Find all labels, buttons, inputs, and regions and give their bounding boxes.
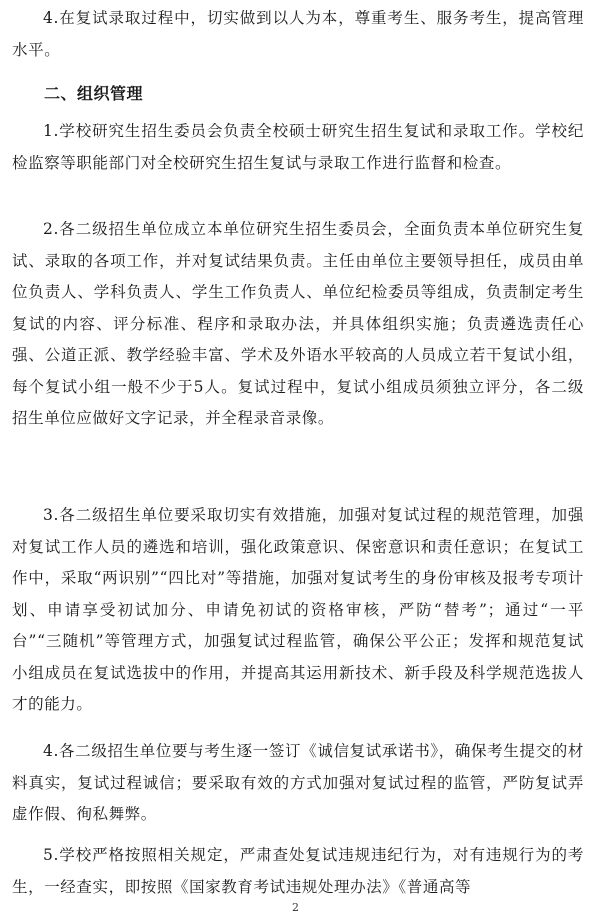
paragraph-item-1: 1.学校研究生招生委员会负责全校硕士研究生招生复试和录取工作。学校纪检监察等职能部门对全校研究生招生复试与录取工作进行监督和检查。 xyxy=(12,122,584,172)
paragraph-quality-principle: 4.在复试录取过程中，切实做到以人为本，尊重考生、服务考生，提高管理水平。 xyxy=(12,9,584,59)
paragraph-item-2: 2.各二级招生单位成立本单位研究生招生委员会，全面负责本单位研究生复试、录取的各项工作，并对复试结果负责。主任由单位主要领导担任，成员由单位负责人、学科负责人、学生工作负责人、单位纪检委员等组成，负责制定考生复试的内容、评分标准、程序和录取办法，并具体组织实施；负责遴选责任心强、公道正派、教学经验丰富、学术及外语水平较高的人员成立若干复试小组，每个复试小组一般不少于5人。复试过程中，复试小组成员须独立评分，各二级招生单位应做好文字记录，并全程录音录像。 xyxy=(12,220,584,427)
page-number: 2 xyxy=(292,901,299,914)
paragraph-item-4: 4.各二级招生单位要与考生逐一签订《诚信复试承诺书》，确保考生提交的材料真实，复试过程诚信；要采取有效的方式加强对复试过程的监管，严防复试弄虚作假、徇私舞弊。 xyxy=(12,742,584,823)
paragraph-item-5: 5.学校严格按照相关规定，严肃查处复试违规违纪行为，对有违规行为的考生，一经查实，即按照《国家教育考试违规处理办法》《普通高等 xyxy=(12,846,584,896)
section-heading-organization: 二、组织管理 xyxy=(44,84,144,103)
paragraph-item-3: 3.各二级招生单位要采取切实有效措施，加强对复试过程的规范管理，加强对复试工作人员的遴选和培训，强化政策意识、保密意识和责任意识；在复试工作中，采取“两识别”“四比对”等措施，加强对复试考生的身份审核及报考专项计划、申请享受初试加分、申请免初试的资格审核，严防“替考”；通过“一平台”“三随机”等管理方式，加强复试过程监管，确保公平公正；发挥和规范复试小组成员在复试选拔中的作用，并提高其运用新技术、新手段及科学规范选拔人才的能力。 xyxy=(12,506,584,713)
